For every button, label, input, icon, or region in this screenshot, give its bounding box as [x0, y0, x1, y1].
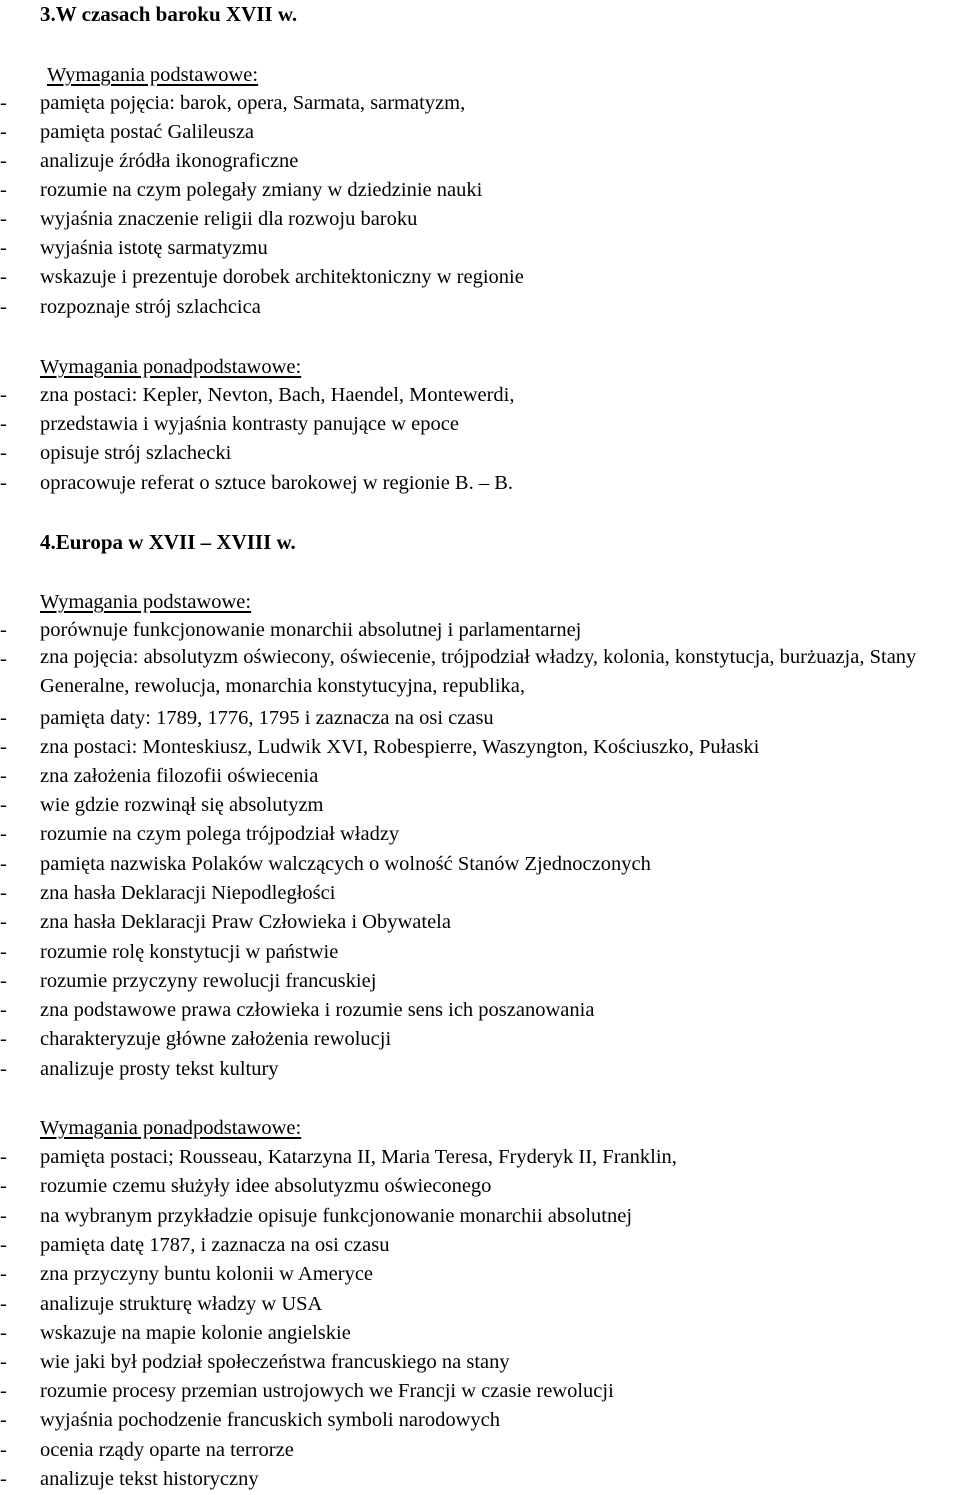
- list-item-text: zna przyczyny buntu kolonii w Ameryce: [40, 1263, 374, 1285]
- list-item-text: pamięta postać Galileusza: [40, 121, 255, 143]
- bullet: -: [0, 413, 7, 435]
- bullet: -: [0, 1146, 7, 1168]
- bullet: -: [0, 882, 7, 904]
- bullet: -: [0, 1468, 7, 1490]
- list-item-text: analizuje źródła ikonograficzne: [40, 150, 299, 172]
- bullet: -: [0, 911, 7, 933]
- list-item-text: porównuje funkcjonowanie monarchii absolutnej i parlamentarnej: [40, 619, 582, 641]
- bullet: -: [0, 823, 7, 845]
- list-item-text: ocenia rządy oparte na terrorze: [40, 1439, 294, 1461]
- bullet: -: [0, 1293, 7, 1315]
- list-item-text: charakteryzuje główne założenia rewolucji: [40, 1028, 392, 1050]
- list-item-text: zna postaci: Monteskiusz, Ludwik XVI, Robespierre, Waszyngton, Kościuszko, Pułaski: [40, 736, 760, 758]
- bullet: -: [0, 1028, 7, 1050]
- list-item-text: wie gdzie rozwinął się absolutyzm: [40, 794, 324, 816]
- list-item-text: analizuje prosty tekst kultury: [40, 1058, 279, 1080]
- section-4-basic-label: Wymagania podstawowe:: [40, 591, 252, 613]
- bullet: -: [0, 1322, 7, 1344]
- list-item-text: wskazuje i prezentuje dorobek architektoniczny w regionie: [40, 266, 524, 288]
- section-4-extended-label: Wymagania ponadpodstawowe:: [40, 1117, 302, 1139]
- bullet: -: [0, 648, 7, 670]
- bullet: -: [0, 1409, 7, 1431]
- bullet: -: [0, 1205, 7, 1227]
- list-item-text: zna hasła Deklaracji Niepodległości: [40, 882, 336, 904]
- section-4-title: 4.Europa w XVII – XVIII w.: [40, 530, 296, 554]
- bullet: -: [0, 941, 7, 963]
- list-item-text: rozumie czemu służyły idee absolutyzmu oświeconego: [40, 1175, 492, 1197]
- bullet: -: [0, 92, 7, 114]
- bullet: -: [0, 296, 7, 318]
- list-item-text: analizuje strukturę władzy w USA: [40, 1293, 323, 1315]
- bullet: -: [0, 1175, 7, 1197]
- bullet: -: [0, 208, 7, 230]
- bullet: -: [0, 999, 7, 1021]
- list-item-text: zna podstawowe prawa człowieka i rozumie sens ich poszanowania: [40, 999, 595, 1021]
- list-item-text: opisuje strój szlachecki: [40, 442, 232, 464]
- bullet: -: [0, 442, 7, 464]
- list-item-text: wyjaśnia pochodzenie francuskich symboli narodowych: [40, 1409, 500, 1431]
- section-3-basic-label: Wymagania podstawowe:: [47, 64, 259, 86]
- bullet: -: [0, 970, 7, 992]
- list-item-text: na wybranym przykładzie opisuje funkcjonowanie monarchii absolutnej: [40, 1205, 633, 1227]
- bullet: -: [0, 121, 7, 143]
- list-item-text: przedstawia i wyjaśnia kontrasty panujące w epoce: [40, 413, 459, 435]
- list-item-text: zna pojęcia: absolutyzm oświecony, oświecenie, trójpodział władzy, kolonia, konstytucja, burżuazja, Stany Generalne, rewolucja, monarchia konstytucyjna, republika,: [40, 646, 917, 697]
- bullet: -: [0, 150, 7, 172]
- bullet: -: [0, 619, 7, 641]
- list-item-text: wskazuje na mapie kolonie angielskie: [40, 1322, 351, 1344]
- list-item-text: pamięta daty: 1789, 1776, 1795 i zaznacza na osi czasu: [40, 707, 494, 729]
- bullet: -: [0, 266, 7, 288]
- bullet: -: [0, 1263, 7, 1285]
- bullet: -: [0, 794, 7, 816]
- bullet: -: [0, 853, 7, 875]
- list-item-text: wie jaki był podział społeczeństwa francuskiego na stany: [40, 1351, 510, 1373]
- bullet: -: [0, 1380, 7, 1402]
- list-item-text: pamięta datę 1787, i zaznacza na osi czasu: [40, 1234, 390, 1256]
- list-item-text: zna założenia filozofii oświecenia: [40, 765, 319, 787]
- section-3-title: 3.W czasach baroku XVII w.: [40, 2, 298, 26]
- bullet: -: [0, 237, 7, 259]
- list-item-text: pamięta pojęcia: barok, opera, Sarmata, sarmatyzm,: [40, 92, 466, 114]
- list-item-text: zna postaci: Kepler, Nevton, Bach, Haendel, Montewerdi,: [40, 384, 515, 406]
- bullet: -: [0, 1058, 7, 1080]
- list-item-text: wyjaśnia znaczenie religii dla rozwoju baroku: [40, 208, 418, 230]
- bullet: -: [0, 707, 7, 729]
- list-item-text: rozumie na czym polega trójpodział władzy: [40, 823, 400, 845]
- bullet: -: [0, 765, 7, 787]
- bullet: -: [0, 179, 7, 201]
- list-item-text: rozumie procesy przemian ustrojowych we Francji w czasie rewolucji: [40, 1380, 614, 1402]
- bullet: -: [0, 736, 7, 758]
- bullet: -: [0, 1351, 7, 1373]
- list-item-text: rozumie na czym polegały zmiany w dziedzinie nauki: [40, 179, 483, 201]
- list-item-text: zna hasła Deklaracji Praw Człowieka i Obywatela: [40, 911, 451, 933]
- bullet: -: [0, 1234, 7, 1256]
- list-item-text: opracowuje referat o sztuce barokowej w regionie B. – B.: [40, 472, 514, 494]
- bullet: -: [0, 1439, 7, 1461]
- bullet: -: [0, 472, 7, 494]
- list-item-text: pamięta postaci; Rousseau, Katarzyna II, Maria Teresa, Fryderyk II, Franklin,: [40, 1146, 677, 1168]
- bullet: -: [0, 384, 7, 406]
- list-item-text: rozumie przyczyny rewolucji francuskiej: [40, 970, 377, 992]
- list-item-text: rozumie rolę konstytucji w państwie: [40, 941, 339, 963]
- list-item-text: pamięta nazwiska Polaków walczących o wolność Stanów Zjednoczonych: [40, 853, 651, 875]
- list-item-text: analizuje tekst historyczny: [40, 1468, 259, 1490]
- list-item-text: wyjaśnia istotę sarmatyzmu: [40, 237, 268, 259]
- list-item-text: rozpoznaje strój szlachcica: [40, 296, 261, 318]
- section-3-extended-label: Wymagania ponadpodstawowe:: [40, 356, 302, 378]
